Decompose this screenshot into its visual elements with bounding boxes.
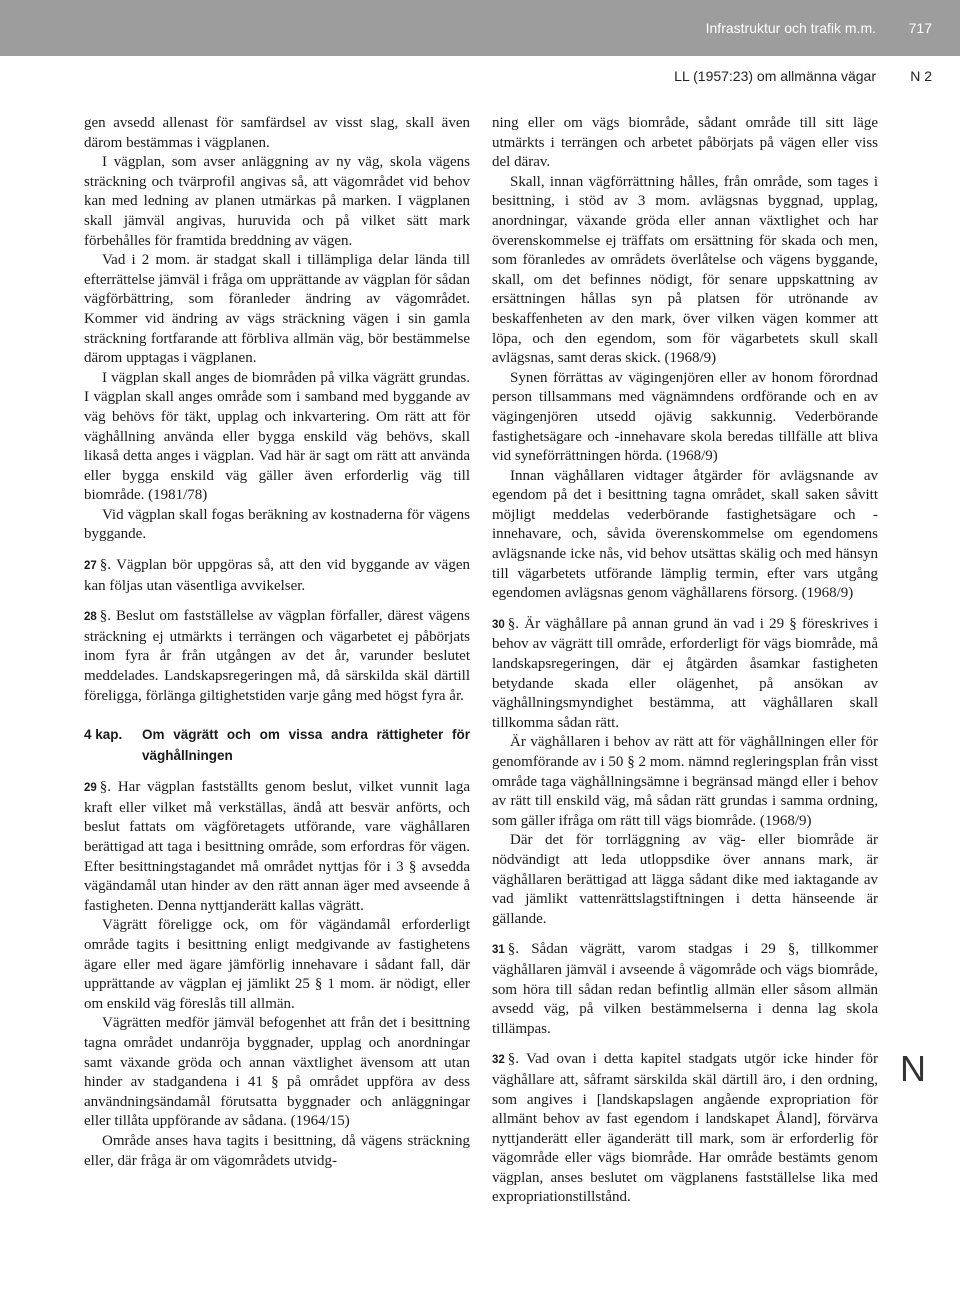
section-32 <box>492 1050 878 1208</box>
chapter-heading <box>84 724 470 766</box>
section-text: §. Vägplan bör uppgöras så, att den vid byggande av vägen kan följas utan väsentliga avvikelser. <box>84 557 470 594</box>
running-header-bar <box>0 0 960 56</box>
section-number: 29 <box>84 782 97 795</box>
paragraph: Område anses hava tagits i besittning, då vägens sträckning eller, där fråga är om vägområdets utvidg- <box>84 1132 470 1169</box>
section-text: §. Beslut om fastställelse av vägplan förfaller, därest vägens sträckning ej utmärkts i terrängen och vägarbetet ej påbörjats inom fyra år från utgången av det år, varunder beslutet meddelades. Landskapsregeringen må, då särskilda skäl därtill föreligga, förlänga giltighetstiden varje gång med högst fyra år. <box>84 608 470 704</box>
page-number: 717 <box>908 20 932 36</box>
section-text: §. Har vägplan fastställts genom beslut, vilket vunnit laga kraft eller vilket må verkställas, ändå att besvär anförts, och beslut fattats om vägföretagets utförande, vare väghållaren berättigad att taga i besittning område, som erfordras för vägen. Efter besittningstagandet må området nyttjas för i 3 § avsedda vägändamål utan hinder av den rätt annan äger med avseende å fastigheten. Denna nyttjanderätt kallas vägrätt. <box>84 779 470 914</box>
section-28 <box>84 607 470 706</box>
section-text: §. Är väghållare på annan grund än vad i 29 § föreskrives i behov av vägrätt till område, erforderligt för vägs biområde, må landskapsregeringen, där ej åtgärden åsamkar fastigheten betydande skada eller olägenhet, på ansökan av väghållningsmyndighet bestämma, att väghållaren skall tillkomma sådan rätt. <box>492 615 878 731</box>
paragraph: Vägrätten medför jämväl befogenhet att från det i besittning tagna området undanröja byggnader, upplag och anordningar samt växande gröda och annan växtlighet ävensom att utan hinder av stadgandena i 41 § på området uppföra av dess användningsändamål förutsatta byggnader och anläggningar eller tillåta uppförande av sådana. (1964/15) <box>84 1015 470 1130</box>
paragraph: Synen förrättas av vägingenjören eller av honom förordnad person tillsammans med vägnämndens ordförande och en av vägingenjören utsedd ojävig sakkunnig. Vederbörande fastighetsägare och -innehavare skola beredas tillfälle att bliva vid syneförrättningen hörda. (1968/9) <box>492 369 878 465</box>
paragraph: Vägrätt föreligge ock, om för vägändamål erforderligt område tagits i besittning enligt medgivande av fastighetens ägare eller med ägare jämförlig innehavare i sådant fall, där upprättande av vägplan ej jämlikt 25 § 1 mom. är nödigt, eller om enskild väg föreslås till allmän. <box>84 917 470 1012</box>
paragraph: gen avsedd allenast för samfärdsel av visst slag, skall även därom bestämmas i vägplanen. <box>84 115 470 151</box>
paragraph: I vägplan, som avser anläggning av ny väg, skola vägens sträckning och tvärprofil angivas så, att vägområdet vid behov kan med ledning av planen utmärkas på marken. I vägplanen skall jämväl angivas, huruvida och på vilket sätt mark förbehålles för framtida breddning av vägen. <box>84 154 470 249</box>
section-text: §. Sådan vägrätt, varom stadgas i 29 §, tillkommer väghållaren jämväl i avseende å vägområde och vägs biområde, som höra till sådan redan befintlig allmän eller såsom allmän avsedd väg, på vilken bestämmelserna i denna lag skola tillämpas. <box>492 941 878 1037</box>
left-column <box>84 114 470 1171</box>
section-27 <box>84 556 470 596</box>
chapter-title: Om vägrätt och om vissa andra rättigheter för väghållningen <box>142 727 470 764</box>
paragraph: Vad i 2 mom. är stadgat skall i tillämpliga delar lända till efterrättelse jämväl i fråga om upprättande av vägplan för sådan vägförbättring, som föranleder ändring av vägområdet. Kommer vid ändring av vägs sträckning vägen i sin gamla sträckning fortfarande att förbliva allmän väg, bör bestämmelse därom upptagas i vägplanen. <box>84 252 470 367</box>
paragraph: Vid vägplan skall fogas beräkning av kostnaderna för vägens byggande. <box>84 506 470 543</box>
section-number: 27 <box>84 560 97 573</box>
section-number: 30 <box>492 618 505 631</box>
paragraph: Är väghållaren i behov av rätt att för väghållningen eller för genomförande av i 50 § 2 mom. nämnd regleringsplan från visst område taga väghållningsämne i begränsad mängd eller i behov av rätt till enskild väg, må sådan rätt grundas i samma ordning, som gäller ifråga om rätt till vägs biområde. (1968/9) <box>492 734 878 829</box>
paragraph: Där det för torrläggning av väg- eller biområde är nödvändigt att leda utloppsdike över annans mark, är väghållaren berättigad att lägga sådant dike med iaktagande av vad jämlikt vattenrättslagstiftningen i detta hänseende är gällande. <box>492 832 878 927</box>
paragraph: ning eller om vägs biområde, sådant område till sitt läge utmärkts i terrängen och arbetet påbörjats på vägen eller viss del därav. <box>492 115 878 171</box>
header-section-title: Infrastruktur och trafik m.m. <box>705 20 876 36</box>
section-30 <box>492 615 878 734</box>
section-29 <box>84 778 470 916</box>
section-number: 32 <box>492 1054 505 1067</box>
chapter-side-marker: N <box>900 1048 926 1089</box>
section-number: 28 <box>84 611 97 624</box>
right-column <box>492 114 878 1208</box>
section-31 <box>492 940 878 1039</box>
law-code: N 2 <box>910 68 932 84</box>
paragraph: Innan väghållaren vidtager åtgärder för avlägsnande av egendom på det i besittning tagna området, skall saken såvitt möjligt meddelas vederbörande fastighetsägare och -innehavare, och, såvida överenskommelse om egendomens avlägsnande icke nås, vid behov utsättas skälig och med hänsyn till vägarbetets utförande lämplig termin, efter vars utgång egendomen avlägsnas genom väghållarens försorg. (1968/9) <box>492 467 878 602</box>
chapter-number: 4 kap. <box>84 727 123 743</box>
paragraph: Skall, innan vägförrättning hålles, från område, som tages i besittning, i stöd av 3 mom. avlägsnas byggnad, upplag, anordningar, växande gröda eller annan växtlighet och har överenskommelse ej träffats om ersättning för skada och men, som föranledes av områdets överlåtelse och vägens byggande, skall, om det befinnes nödigt, för senare uppskattning av ersättningen hållas syn på platsen för utrönande av beskaffenheten av den mark, över vilken vägen kommer att löpa, och den egendom, som för vägarbetets skull skall avlägsnas, samt deras skick. (1968/9) <box>492 173 878 367</box>
section-number: 31 <box>492 944 505 957</box>
law-title: LL (1957:23) om allmänna vägar <box>674 68 876 84</box>
paragraph: I vägplan skall anges de biområden på vilka vägrätt grundas. I vägplan skall anges område som i samband med byggande av väg behövs för täkt, upplag och inkvartering. Om rätt att för väghållning använda eller bygga enskild väg behövs, skall likaså detta anges i vägplan. Vad här är sagt om rätt att använda eller bygga enskild väg gäller även erforderlig väg till biområde. (1981/78) <box>84 369 470 504</box>
section-text: §. Vad ovan i detta kapitel stadgats utgör icke hinder för väghållare att, såframt särskilda skäl därtill äro, i den ordning, som angives i [landskapslagen angående expropriation för allmänt behov av fast egendom i landskapet Åland], förvärva nyttjanderätt eller äganderätt till mark, som är erforderlig för vägområde eller vägs biområde. Har område bestämts genom vägplan, anses beslutet om vägplanens fastställelse lika med expropriationstillstånd. <box>492 1051 878 1206</box>
